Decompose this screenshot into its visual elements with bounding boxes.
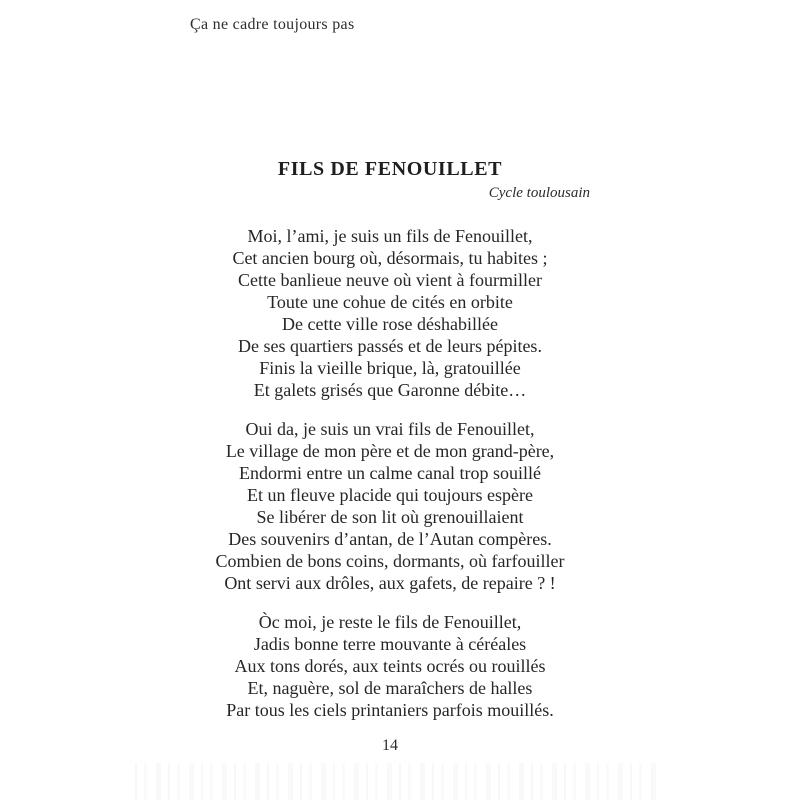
barcode-artifact xyxy=(135,763,660,800)
poem-line: De ses quartiers passés et de leurs pépites. xyxy=(238,336,542,356)
poem-line: Des souvenirs d’antan, de l’Autan compères. xyxy=(228,529,552,549)
poem-line: Cette banlieue neuve où vient à fourmiller xyxy=(238,270,542,290)
poem-line: Et galets grisés que Garonne débite… xyxy=(253,380,527,400)
poem-line: Aux tons dorés, aux teints ocrés ou rouillés xyxy=(234,656,546,676)
poem-body xyxy=(190,225,590,738)
poem-line: Le village de mon père et de mon grand-père, xyxy=(225,441,555,461)
running-header: Ça ne cadre toujours pas xyxy=(190,16,355,33)
poem-line: Finis la vieille brique, là, gratouillée xyxy=(259,358,521,378)
poem-line: Jadis bonne terre mouvante à céréales xyxy=(253,634,527,654)
poem-line: Ont servi aux drôles, aux gafets, de repaire ? ! xyxy=(224,573,556,593)
poem-line: Endormi entre un calme canal trop souillé xyxy=(239,463,541,483)
stanza xyxy=(190,418,590,594)
poem-line: Et, naguère, sol de maraîchers de halles xyxy=(247,678,533,698)
poem-line: Moi, l’ami, je suis un fils de Fenouillet, xyxy=(247,226,533,246)
poem-line: De cette ville rose déshabillée xyxy=(282,314,498,334)
poem-title: FILS DE FENOUILLET xyxy=(277,158,503,180)
poem-line: Se libérer de son lit où grenouillaient xyxy=(256,507,524,527)
stanza xyxy=(190,611,590,721)
poem-line: Cet ancien bourg où, désormais, tu habites ; xyxy=(232,248,548,268)
stanza xyxy=(190,225,590,401)
poem-line: Et un fleuve placide qui toujours espère xyxy=(247,485,533,505)
poem-subtitle: Cycle toulousain xyxy=(488,185,590,201)
poem-line: Toute une cohue de cités en orbite xyxy=(267,292,513,312)
poem-line: Òc moi, je reste le fils de Fenouillet, xyxy=(258,612,522,632)
poem-line: Par tous les ciels printaniers parfois mouillés. xyxy=(226,700,554,720)
poem-line: Oui da, je suis un vrai fils de Fenouillet, xyxy=(245,419,535,439)
poem-line: Combien de bons coins, dormants, où farfouiller xyxy=(215,551,565,571)
page-number: 14 xyxy=(382,737,398,754)
